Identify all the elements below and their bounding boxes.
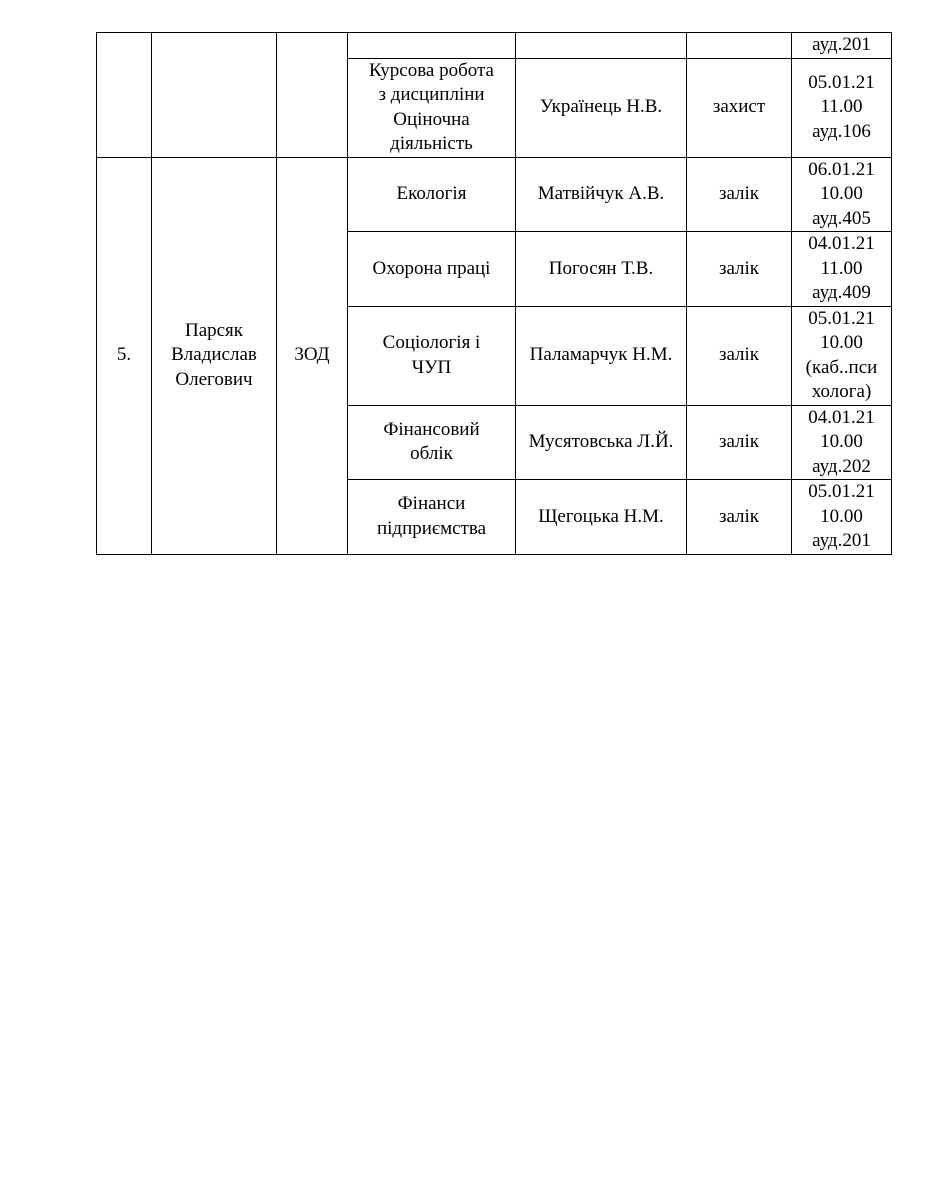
time-line: 10.00 [820, 431, 863, 452]
subject-line: з дисципліни [378, 84, 485, 105]
subject-line: Оціночна [393, 108, 470, 130]
student-name-line: Парсяк [184, 319, 244, 341]
teacher-cell: Матвійчук А.В. [516, 157, 687, 232]
datetime-cell [792, 480, 892, 555]
time-line: 11.00 [820, 257, 863, 279]
teacher-cell: Погосян Т.В. [516, 232, 687, 307]
subject-cell [348, 157, 516, 232]
date-line: 04.01.21 [808, 406, 875, 428]
form-cell [687, 33, 792, 59]
subject-line: Соціологія і [382, 332, 481, 353]
form-cell: залік [687, 306, 792, 405]
table-row [97, 157, 892, 232]
datetime-cell [792, 405, 892, 480]
date-line: 05.01.21 [808, 307, 875, 329]
datetime-cell: ауд.201 [792, 33, 892, 59]
form-cell: залік [687, 405, 792, 480]
form-cell: залік [687, 480, 792, 555]
subject-line: Охорона праці [372, 257, 491, 279]
subject-cell [348, 480, 516, 555]
subject-line: ЧУП [411, 356, 452, 378]
subject-cell [348, 405, 516, 480]
room-line: ауд.106 [812, 120, 871, 142]
number-cell: 5. [97, 157, 152, 554]
time-line: 10.00 [820, 505, 863, 527]
room-line: ауд.409 [812, 282, 871, 303]
teacher-cell [516, 33, 687, 59]
datetime-cell [792, 232, 892, 307]
subject-cell [348, 232, 516, 307]
group-cell: 3ОД [277, 157, 348, 554]
exam-schedule-table [96, 32, 892, 555]
teacher-cell: Мусятовська Л.Й. [516, 405, 687, 480]
subject-line: облік [410, 443, 453, 465]
datetime-cell [792, 306, 892, 405]
time-line: 10.00 [820, 332, 863, 353]
date-line: 05.01.21 [808, 481, 875, 502]
table-row [97, 33, 892, 59]
room-line: ауд.405 [812, 207, 871, 229]
subject-line: Екологія [396, 183, 467, 204]
subject-line: Фінансовий [383, 418, 480, 440]
form-cell: захист [687, 58, 792, 157]
teacher-cell: Украïнець Н.В. [516, 58, 687, 157]
datetime-cell [792, 157, 892, 232]
room-line: ауд.201 [812, 530, 871, 551]
number-cell [97, 33, 152, 158]
teacher-cell: Паламарчук Н.М. [516, 306, 687, 405]
student-name-line: Владислав [171, 344, 257, 366]
subject-cell [348, 33, 516, 59]
group-cell [277, 33, 348, 158]
subject-line: підприємства [376, 517, 487, 539]
datetime-cell [792, 58, 892, 157]
date-line: 04.01.21 [808, 233, 875, 254]
form-cell: залік [687, 157, 792, 232]
date-line: 06.01.21 [808, 158, 875, 180]
form-cell: залік [687, 232, 792, 307]
room-line: ауд.202 [812, 455, 871, 477]
time-line: 11.00 [820, 96, 863, 118]
student-name-cell [152, 157, 277, 554]
subject-cell [348, 58, 516, 157]
subject-line: діяльність [390, 133, 473, 154]
date-line: 05.01.21 [808, 71, 875, 93]
subject-line: Фінанси [397, 493, 466, 515]
subject-line: Курсова робота [369, 59, 494, 81]
time-line: 10.00 [820, 183, 863, 204]
teacher-cell: Щегоцька Н.М. [516, 480, 687, 555]
subject-cell [348, 306, 516, 405]
room-line: холога) [811, 381, 872, 402]
student-name-line: Олегович [175, 368, 253, 390]
student-name-cell [152, 33, 277, 158]
room-line: (каб..пси [805, 356, 878, 378]
